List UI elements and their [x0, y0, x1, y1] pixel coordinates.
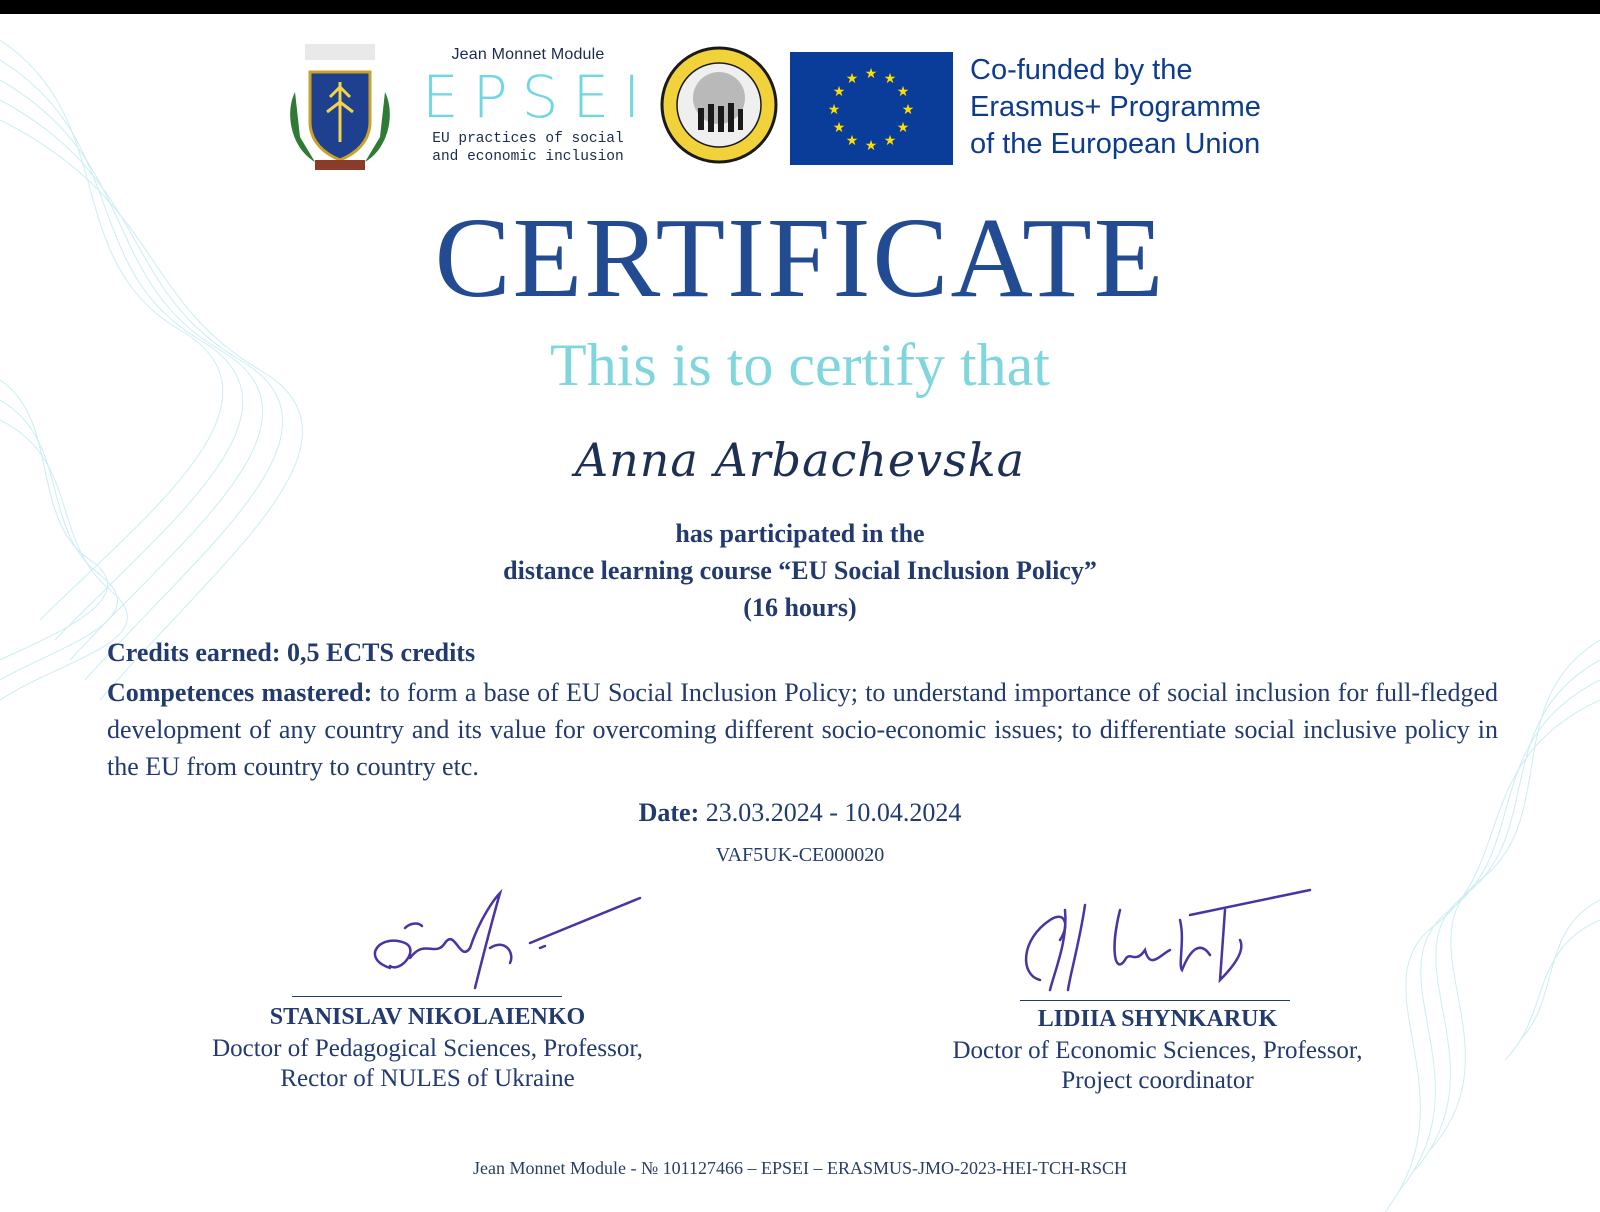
svg-text:★: ★	[845, 133, 859, 149]
epsei-logo	[412, 46, 655, 174]
participated-line-2: distance learning course “EU Social Inclusion Policy”	[503, 556, 1097, 585]
signatory-right-role-2: Project coordinator	[1061, 1067, 1254, 1094]
recipient-name: Anna Arbachevska	[574, 433, 1026, 487]
participated-line-3: (16 hours)	[743, 593, 857, 622]
signatory-left-role-1: Doctor of Pedagogical Sciences, Professor,	[212, 1035, 643, 1062]
svg-text:★: ★	[864, 138, 878, 154]
svg-text:★: ★	[832, 84, 846, 100]
epsei-header: Jean Monnet Module	[451, 46, 605, 63]
svg-text:★: ★	[827, 102, 841, 118]
date-label: Date:	[638, 798, 700, 827]
epsei-tagline-2: and economic inclusion	[432, 149, 624, 165]
footer-project-number: Jean Monnet Module - № 101127466 – EPSEI – ERASMUS-JMO-2023-HEI-TCH-RSCH	[473, 1158, 1127, 1178]
participation-block	[0, 515, 1600, 626]
signatory-left-role	[140, 1034, 715, 1094]
svg-text:★: ★	[896, 120, 910, 136]
date-value: 23.03.2024 - 10.04.2024	[705, 798, 962, 827]
svg-text:★: ★	[896, 84, 910, 100]
signature-left	[330, 888, 650, 993]
certificate-code: VAF5UK-CE000020	[715, 844, 885, 866]
competences-paragraph	[107, 674, 1498, 785]
signatory-right-name: LIDIIA SHYNKARUK	[1037, 1006, 1278, 1032]
date-line	[0, 798, 1600, 828]
certify-line: This is to certify that	[550, 332, 1050, 398]
signature-line-left	[292, 996, 562, 997]
participated-line-1: has participated in the	[675, 519, 925, 548]
association-seal-logo	[660, 46, 778, 164]
svg-text:★: ★	[883, 133, 897, 149]
certificate-title: CERTIFICATE	[434, 194, 1166, 321]
eu-line-1: Co-funded by the	[970, 54, 1193, 86]
signatory-right-role	[870, 1036, 1445, 1096]
signature-line-right	[1020, 1000, 1290, 1001]
eu-line-3: of the European Union	[970, 128, 1261, 160]
competences-text: to form a base of EU Social Inclusion Policy; to understand importance of social inclusion for full-fledged development of any country and its value for overcoming different socio-economic issues; to differentiate social inclusive policy in the EU from country to country etc.	[107, 678, 1499, 781]
signature-right	[1010, 880, 1330, 998]
epsei-tagline-1: EU practices of social	[432, 131, 624, 147]
svg-text:★: ★	[845, 71, 859, 87]
competences-label: Competences mastered:	[107, 678, 373, 707]
nules-crest-logo	[285, 42, 395, 174]
svg-text:★: ★	[901, 102, 915, 118]
svg-text:★: ★	[864, 66, 878, 82]
signatory-right-role-1: Doctor of Economic Sciences, Professor,	[952, 1037, 1363, 1064]
signatory-left-name: STANISLAV NIKOLAIENKO	[269, 1004, 586, 1030]
eu-cofunded-text	[970, 52, 1350, 163]
epsei-wordmark: EPSEI	[422, 63, 655, 131]
signatory-left-role-2: Rector of NULES of Ukraine	[280, 1065, 575, 1092]
eu-flag-icon	[790, 52, 953, 165]
eu-line-2: Erasmus+ Programme	[970, 91, 1261, 123]
svg-text:★: ★	[832, 120, 846, 136]
svg-text:★: ★	[883, 71, 897, 87]
credits-earned: Credits earned: 0,5 ECTS credits	[107, 638, 476, 667]
